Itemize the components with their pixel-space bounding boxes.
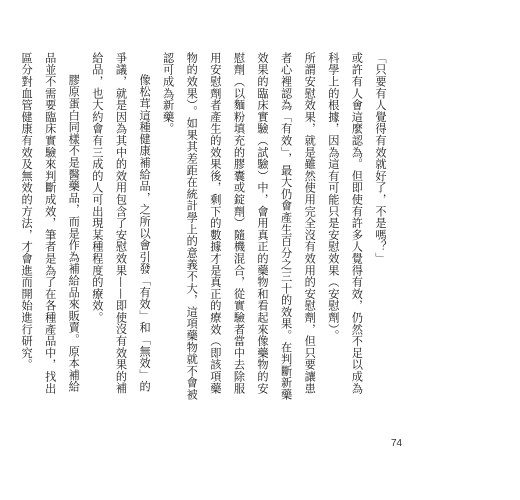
paragraph: 膠原蛋白同樣不是醫藥品，而是作為補給品來販賣。原本補給品並不需要臨床實驗來判斷成效，筆者是為了在各種產品中，找出區分對血管健康有效及無效的方法，才會進而開始進行研究。 [20,52,81,395]
paragraph: 所謂安慰效果，就是雖然使用完全沒有效用的安慰劑，但只要讓患者心裡認為「有效」，最大仍會產生百分之三十的效果。在判斷新藥效果的臨床實驗（試驗）中，會用真正的藥物和看起來像藥物的安慰劑（以麵粉填充的膠囊或錠劑）隨機混合，從實驗者當中去除服用安慰劑者產生的效果後，剩下的數據才是真正的療效（即該項藥物的效果）。如果其差距在統計學上的意義不大，這項藥物就不會被認可成為新藥。 [161,52,317,401]
quote-paragraph: 「只要有人覺得有效就好了，不是嗎？」 [374,52,387,265]
page-number: 74 [391,438,403,449]
paragraph: 或許有人會這麼認為。但即使有許多人覺得有效，仍然不足以成為科學上的根據，因為這有可能只是安慰效果（安慰劑）。 [326,52,364,395]
paragraph: 像松茸這種健康補給品，之所以會引發「有效」和「無效」的爭議，就是因為其中的效用包含了安慰效果——即使沒有效果的補給品，也大約會有三成的人可出現某種程度的療效。 [90,52,152,395]
body-text [15,52,393,404]
